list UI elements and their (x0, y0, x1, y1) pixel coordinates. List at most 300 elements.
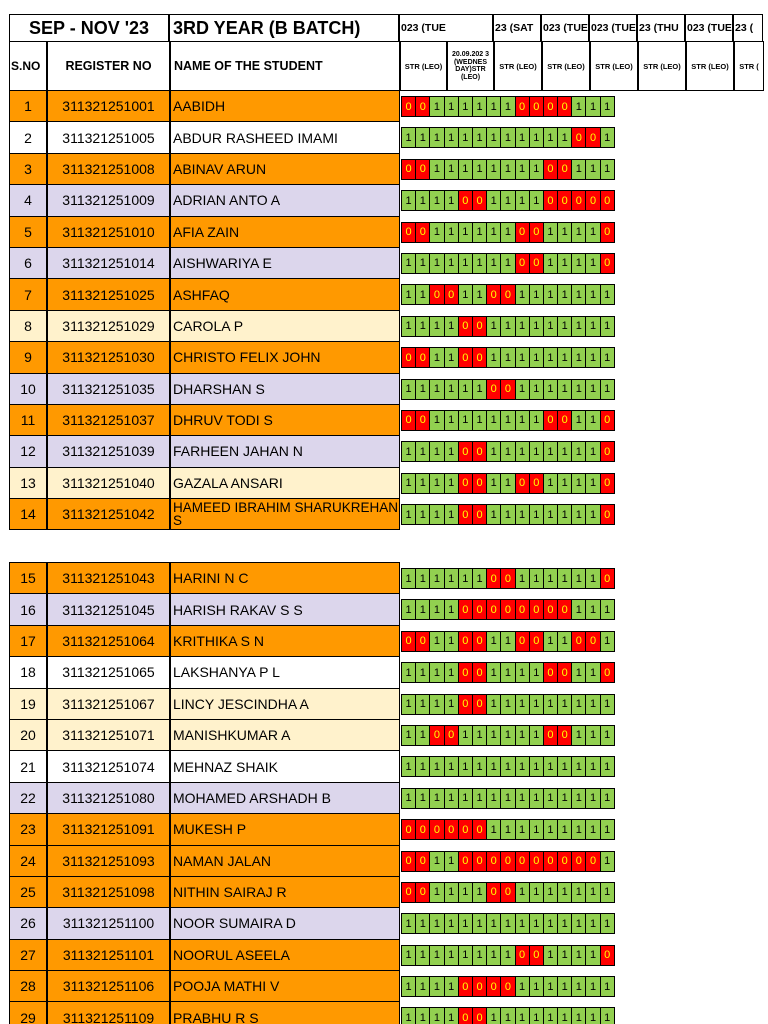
absent-mark: 0 (415, 347, 430, 368)
present-mark: 1 (600, 756, 615, 777)
present-mark: 1 (458, 725, 473, 746)
present-mark: 1 (429, 316, 444, 337)
present-mark: 1 (571, 882, 586, 903)
absent-mark: 0 (529, 945, 544, 966)
present-mark: 1 (543, 127, 558, 148)
serial-number: 20 (9, 719, 47, 751)
present-mark: 1 (600, 725, 615, 746)
serial-number: 27 (9, 939, 47, 971)
register-number: 311321251074 (47, 750, 170, 782)
present-mark: 1 (585, 599, 600, 620)
present-mark: 1 (458, 568, 473, 589)
absent-mark: 0 (585, 127, 600, 148)
serial-number: 17 (9, 625, 47, 657)
present-mark: 1 (444, 96, 459, 117)
absent-mark: 0 (486, 284, 501, 305)
present-mark: 1 (557, 504, 572, 525)
present-mark: 1 (515, 504, 530, 525)
attendance-cells (400, 405, 615, 436)
register-number: 311321251040 (47, 467, 170, 499)
present-mark: 1 (415, 725, 430, 746)
present-mark: 1 (543, 316, 558, 337)
student-name: ABINAV ARUN (170, 153, 400, 185)
present-mark: 1 (600, 851, 615, 872)
present-mark: 1 (543, 756, 558, 777)
absent-mark: 0 (486, 599, 501, 620)
present-mark: 1 (486, 631, 501, 652)
present-mark: 1 (472, 410, 487, 431)
present-mark: 1 (458, 882, 473, 903)
attendance-cells (400, 594, 615, 625)
student-name: AABIDH (170, 90, 400, 122)
present-mark: 1 (585, 253, 600, 274)
present-mark: 1 (401, 568, 416, 589)
absent-mark: 0 (529, 253, 544, 274)
day-label: STR (LEO) (638, 41, 686, 91)
student-row (9, 1002, 615, 1024)
serial-number: 26 (9, 907, 47, 939)
present-mark: 1 (444, 473, 459, 494)
present-mark: 1 (458, 127, 473, 148)
present-mark: 1 (515, 190, 530, 211)
attendance-cells (400, 720, 615, 751)
student-name: ASHFAQ (170, 278, 400, 310)
register-number: 311321251014 (47, 247, 170, 279)
attendance-cells (400, 342, 615, 373)
absent-mark: 0 (543, 662, 558, 683)
serial-number: 9 (9, 341, 47, 373)
present-mark: 1 (515, 913, 530, 934)
present-mark: 1 (543, 819, 558, 840)
present-mark: 1 (571, 410, 586, 431)
present-mark: 1 (486, 96, 501, 117)
absent-mark: 0 (600, 410, 615, 431)
present-mark: 1 (571, 96, 586, 117)
present-mark: 1 (429, 599, 444, 620)
present-mark: 1 (429, 379, 444, 400)
attendance-cells (400, 751, 615, 782)
present-mark: 1 (486, 945, 501, 966)
present-mark: 1 (500, 945, 515, 966)
present-mark: 1 (429, 190, 444, 211)
student-row (9, 720, 615, 751)
present-mark: 1 (571, 694, 586, 715)
attendance-cells (400, 626, 615, 657)
present-mark: 1 (571, 284, 586, 305)
present-mark: 1 (600, 379, 615, 400)
present-mark: 1 (444, 882, 459, 903)
present-mark: 1 (486, 819, 501, 840)
present-mark: 1 (444, 662, 459, 683)
absent-mark: 0 (486, 976, 501, 997)
register-number: 311321251001 (47, 90, 170, 122)
present-mark: 1 (415, 976, 430, 997)
present-mark: 1 (500, 222, 515, 243)
present-mark: 1 (429, 756, 444, 777)
present-mark: 1 (500, 694, 515, 715)
attendance-cells (400, 940, 615, 971)
present-mark: 1 (585, 473, 600, 494)
present-mark: 1 (472, 788, 487, 809)
present-mark: 1 (444, 788, 459, 809)
serial-number: 2 (9, 121, 47, 153)
absent-mark: 0 (472, 504, 487, 525)
register-number: 311321251065 (47, 656, 170, 688)
student-row (9, 248, 615, 279)
present-mark: 1 (585, 347, 600, 368)
present-mark: 1 (600, 284, 615, 305)
absent-mark: 0 (401, 347, 416, 368)
date-header: 023 (TUE (685, 14, 733, 42)
present-mark: 1 (429, 473, 444, 494)
serial-number: 3 (9, 153, 47, 185)
present-mark: 1 (444, 379, 459, 400)
present-mark: 1 (529, 190, 544, 211)
present-mark: 1 (557, 756, 572, 777)
present-mark: 1 (500, 788, 515, 809)
present-mark: 1 (585, 568, 600, 589)
present-mark: 1 (472, 725, 487, 746)
present-mark: 1 (401, 1007, 416, 1024)
serial-number: 13 (9, 467, 47, 499)
present-mark: 1 (444, 253, 459, 274)
day-label: STR ( (734, 41, 764, 91)
present-mark: 1 (401, 253, 416, 274)
student-name: LINCY JESCINDHA A (170, 688, 400, 720)
student-row (9, 342, 615, 373)
absent-mark: 0 (472, 441, 487, 462)
col-sno-header: S.NO (9, 41, 47, 91)
present-mark: 1 (401, 127, 416, 148)
present-mark: 1 (571, 945, 586, 966)
present-mark: 1 (600, 159, 615, 180)
present-mark: 1 (557, 694, 572, 715)
present-mark: 1 (529, 913, 544, 934)
day-label: STR (LEO) (590, 41, 638, 91)
present-mark: 1 (500, 756, 515, 777)
present-mark: 1 (557, 631, 572, 652)
absent-mark: 0 (472, 347, 487, 368)
student-row (9, 626, 615, 657)
present-mark: 1 (429, 913, 444, 934)
present-mark: 1 (429, 347, 444, 368)
attendance-cells (400, 248, 615, 279)
present-mark: 1 (486, 347, 501, 368)
present-mark: 1 (600, 96, 615, 117)
absent-mark: 0 (571, 851, 586, 872)
absent-mark: 0 (429, 725, 444, 746)
absent-mark: 0 (543, 410, 558, 431)
absent-mark: 0 (472, 599, 487, 620)
student-row (9, 122, 615, 153)
absent-mark: 0 (472, 819, 487, 840)
absent-mark: 0 (472, 473, 487, 494)
register-number: 311321251064 (47, 625, 170, 657)
present-mark: 1 (543, 1007, 558, 1024)
absent-mark: 0 (529, 851, 544, 872)
absent-mark: 0 (543, 725, 558, 746)
present-mark: 1 (486, 504, 501, 525)
serial-number: 16 (9, 593, 47, 625)
student-name: ABDUR RASHEED IMAMI (170, 121, 400, 153)
present-mark: 1 (444, 945, 459, 966)
absent-mark: 0 (458, 631, 473, 652)
present-mark: 1 (529, 127, 544, 148)
present-mark: 1 (571, 347, 586, 368)
present-mark: 1 (571, 1007, 586, 1024)
present-mark: 1 (444, 976, 459, 997)
serial-number: 22 (9, 782, 47, 814)
absent-mark: 0 (401, 159, 416, 180)
attendance-cells (400, 689, 615, 720)
present-mark: 1 (429, 851, 444, 872)
absent-mark: 0 (401, 882, 416, 903)
present-mark: 1 (600, 882, 615, 903)
present-mark: 1 (458, 253, 473, 274)
present-mark: 1 (529, 441, 544, 462)
present-mark: 1 (472, 222, 487, 243)
present-mark: 1 (429, 882, 444, 903)
present-mark: 1 (543, 945, 558, 966)
attendance-cells (400, 374, 615, 405)
present-mark: 1 (571, 568, 586, 589)
present-mark: 1 (444, 222, 459, 243)
present-mark: 1 (557, 127, 572, 148)
present-mark: 1 (486, 473, 501, 494)
absent-mark: 0 (557, 662, 572, 683)
present-mark: 1 (585, 662, 600, 683)
attendance-cells (400, 783, 615, 814)
absent-mark: 0 (444, 284, 459, 305)
present-mark: 1 (429, 945, 444, 966)
absent-mark: 0 (600, 945, 615, 966)
present-mark: 1 (500, 441, 515, 462)
present-mark: 1 (543, 694, 558, 715)
attendance-cells (400, 468, 615, 499)
present-mark: 1 (472, 284, 487, 305)
student-table-block-1 (9, 91, 615, 530)
day-label: STR (LEO) (494, 41, 542, 91)
present-mark: 1 (571, 819, 586, 840)
register-number: 311321251071 (47, 719, 170, 751)
present-mark: 1 (585, 159, 600, 180)
present-mark: 1 (557, 788, 572, 809)
present-mark: 1 (401, 662, 416, 683)
present-mark: 1 (585, 441, 600, 462)
date-header: 23 ( (733, 14, 763, 42)
present-mark: 1 (543, 347, 558, 368)
absent-mark: 0 (515, 473, 530, 494)
absent-mark: 0 (600, 222, 615, 243)
absent-mark: 0 (571, 127, 586, 148)
present-mark: 1 (401, 725, 416, 746)
present-mark: 1 (444, 568, 459, 589)
present-mark: 1 (444, 1007, 459, 1024)
present-mark: 1 (429, 568, 444, 589)
present-mark: 1 (415, 694, 430, 715)
student-row (9, 657, 615, 688)
present-mark: 1 (486, 127, 501, 148)
present-mark: 1 (486, 316, 501, 337)
present-mark: 1 (401, 284, 416, 305)
absent-mark: 0 (543, 159, 558, 180)
absent-mark: 0 (515, 96, 530, 117)
absent-mark: 0 (472, 190, 487, 211)
present-mark: 1 (458, 159, 473, 180)
register-number: 311321251100 (47, 907, 170, 939)
present-mark: 1 (515, 379, 530, 400)
register-number: 311321251039 (47, 435, 170, 467)
absent-mark: 0 (500, 882, 515, 903)
present-mark: 1 (543, 568, 558, 589)
present-mark: 1 (444, 159, 459, 180)
student-row (9, 374, 615, 405)
present-mark: 1 (415, 788, 430, 809)
present-mark: 1 (401, 473, 416, 494)
present-mark: 1 (543, 913, 558, 934)
date-header: 023 (TUE (399, 14, 493, 42)
absent-mark: 0 (543, 599, 558, 620)
register-number: 311321251037 (47, 404, 170, 436)
absent-mark: 0 (500, 851, 515, 872)
present-mark: 1 (458, 788, 473, 809)
present-mark: 1 (429, 222, 444, 243)
student-row (9, 971, 615, 1002)
present-mark: 1 (415, 1007, 430, 1024)
present-mark: 1 (500, 662, 515, 683)
absent-mark: 0 (515, 631, 530, 652)
absent-mark: 0 (472, 662, 487, 683)
serial-number: 29 (9, 1001, 47, 1024)
serial-number: 28 (9, 970, 47, 1002)
column-header-row (9, 41, 764, 91)
present-mark: 1 (600, 599, 615, 620)
present-mark: 1 (529, 504, 544, 525)
absent-mark: 0 (500, 379, 515, 400)
present-mark: 1 (585, 788, 600, 809)
date-header: 23 (THU (637, 14, 685, 42)
present-mark: 1 (429, 694, 444, 715)
serial-number: 15 (9, 562, 47, 594)
date-header: 023 (TUE (589, 14, 637, 42)
absent-mark: 0 (458, 599, 473, 620)
present-mark: 1 (429, 976, 444, 997)
present-mark: 1 (458, 379, 473, 400)
student-name: CHRISTO FELIX JOHN (170, 341, 400, 373)
present-mark: 1 (515, 441, 530, 462)
present-mark: 1 (600, 976, 615, 997)
serial-number: 7 (9, 278, 47, 310)
date-header: 23 (SAT (493, 14, 541, 42)
present-mark: 1 (472, 913, 487, 934)
attendance-cells (400, 311, 615, 342)
student-name: NAMAN JALAN (170, 845, 400, 877)
register-number: 311321251080 (47, 782, 170, 814)
absent-mark: 0 (585, 851, 600, 872)
absent-mark: 0 (415, 410, 430, 431)
absent-mark: 0 (458, 694, 473, 715)
student-row (9, 877, 615, 908)
class-title: 3RD YEAR (B BATCH) (169, 14, 399, 42)
attendance-cells (400, 91, 615, 122)
present-mark: 1 (486, 410, 501, 431)
register-number: 311321251042 (47, 498, 170, 530)
student-row (9, 405, 615, 436)
present-mark: 1 (500, 96, 515, 117)
present-mark: 1 (500, 127, 515, 148)
absent-mark: 0 (472, 851, 487, 872)
present-mark: 1 (486, 441, 501, 462)
absent-mark: 0 (486, 851, 501, 872)
student-row (9, 751, 615, 782)
present-mark: 1 (429, 96, 444, 117)
register-number: 311321251043 (47, 562, 170, 594)
attendance-cells (400, 499, 615, 530)
absent-mark: 0 (444, 819, 459, 840)
present-mark: 1 (529, 316, 544, 337)
present-mark: 1 (571, 253, 586, 274)
present-mark: 1 (543, 253, 558, 274)
present-mark: 1 (515, 410, 530, 431)
absent-mark: 0 (600, 473, 615, 494)
absent-mark: 0 (415, 819, 430, 840)
present-mark: 1 (529, 662, 544, 683)
present-mark: 1 (585, 96, 600, 117)
student-name: AFIA ZAIN (170, 216, 400, 248)
student-row (9, 279, 615, 310)
attendance-cells (400, 563, 615, 594)
absent-mark: 0 (458, 316, 473, 337)
present-mark: 1 (429, 159, 444, 180)
student-row (9, 468, 615, 499)
present-mark: 1 (486, 913, 501, 934)
student-name: ADRIAN ANTO A (170, 184, 400, 216)
absent-mark: 0 (458, 976, 473, 997)
absent-mark: 0 (472, 976, 487, 997)
present-mark: 1 (444, 756, 459, 777)
present-mark: 1 (500, 159, 515, 180)
present-mark: 1 (600, 819, 615, 840)
absent-mark: 0 (458, 662, 473, 683)
present-mark: 1 (529, 882, 544, 903)
student-row (9, 689, 615, 720)
present-mark: 1 (458, 284, 473, 305)
register-number: 311321251035 (47, 373, 170, 405)
student-row (9, 91, 615, 122)
absent-mark: 0 (543, 851, 558, 872)
present-mark: 1 (472, 945, 487, 966)
present-mark: 1 (458, 756, 473, 777)
serial-number: 8 (9, 310, 47, 342)
present-mark: 1 (401, 379, 416, 400)
absent-mark: 0 (401, 819, 416, 840)
absent-mark: 0 (458, 347, 473, 368)
present-mark: 1 (415, 441, 430, 462)
absent-mark: 0 (486, 882, 501, 903)
present-mark: 1 (529, 568, 544, 589)
attendance-cells (400, 908, 615, 939)
present-mark: 1 (429, 504, 444, 525)
session-title: SEP - NOV '23 (9, 14, 169, 42)
present-mark: 1 (444, 913, 459, 934)
student-row (9, 436, 615, 467)
present-mark: 1 (429, 788, 444, 809)
attendance-cells (400, 217, 615, 248)
student-row (9, 311, 615, 342)
register-number: 311321251101 (47, 939, 170, 971)
attendance-cells (400, 971, 615, 1002)
present-mark: 1 (500, 347, 515, 368)
